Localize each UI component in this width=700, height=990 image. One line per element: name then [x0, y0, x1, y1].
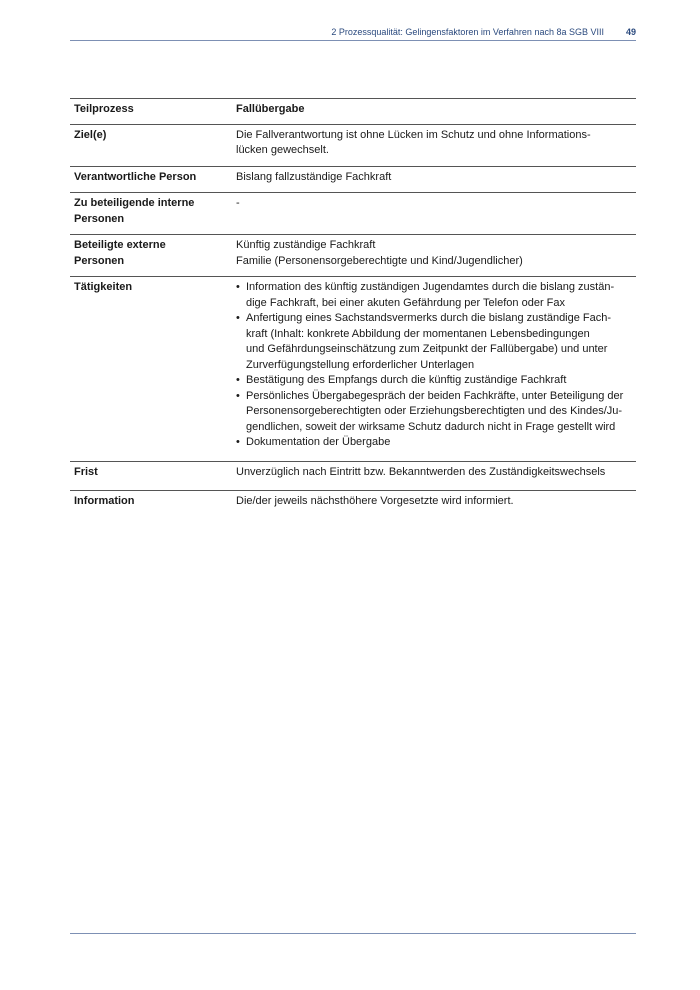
text-line: Bislang fallzuständige Fachkraft: [236, 170, 392, 183]
text-line: Die/der jeweils nächsthöhere Vorgesetzte wird informiert.: [236, 495, 514, 507]
text-line: lücken gewechselt.: [236, 144, 329, 156]
running-header: [70, 24, 636, 40]
list-item: [236, 280, 632, 311]
text-line: Unverzüglich nach Eintritt bzw. Bekanntwerden des Zuständigkeitswechsels: [236, 465, 606, 478]
text-line: • Persönliches Übergabegespräch der beiden Fachkräfte, unter Beteiligung der: [246, 389, 624, 402]
table-row-taetigkeiten: [70, 277, 636, 462]
table-row-externe-personen: [70, 235, 636, 277]
row-value: [232, 235, 636, 277]
header-label: Teilprozess: [70, 99, 232, 125]
text-line: -: [236, 197, 240, 209]
running-title: 2 Prozessqualität: Gelingensfaktoren im Verfahren nach 8a SGB VIII: [331, 27, 604, 37]
process-table: [70, 98, 636, 517]
text-line: Künftig zuständige Fachkraft: [236, 239, 376, 251]
row-value: [232, 277, 636, 462]
text-line: dige Fachkraft, bei einer akuten Gefährdung per Telefon oder Fax: [246, 296, 565, 309]
text-line: gendlichen, soweit der wirksame Schutz dadurch nicht in Frage gestellt wird: [246, 420, 616, 433]
list-item: [236, 373, 632, 389]
text-line: Familie (Personensorgeberechtigte und Kind/Jugendlicher): [236, 254, 523, 267]
row-label: Verantwortliche Person: [70, 166, 232, 193]
header-rule: [70, 40, 636, 41]
header-value: Fallübergabe: [232, 99, 636, 125]
table-row-verantwortliche-person: [70, 166, 636, 193]
list-item: [236, 389, 632, 436]
row-value: [232, 166, 636, 193]
text-line: • Dokumentation der Übergabe: [246, 436, 391, 448]
label-line: Beteiligte externe: [74, 239, 166, 251]
row-label: Frist: [70, 461, 232, 491]
label-line: Personen: [74, 254, 125, 267]
text-line: Zurverfügungstellung erforderlicher Unterlagen: [246, 358, 475, 371]
label-line: Zu beteiligende interne: [74, 197, 195, 209]
label-line: Personen: [74, 212, 125, 225]
text-line: • Anfertigung eines Sachstandsvermerks durch die bislang zuständige Fach-: [246, 312, 612, 324]
text-line: und Gefährdungseinschätzung zum Zeitpunkt der Fallübergabe) und unter: [246, 343, 608, 355]
activity-list: [236, 280, 632, 451]
table-row-information: [70, 491, 636, 517]
row-label: Information: [70, 491, 232, 517]
text-line: Personensorgeberechtigten oder Erziehungsberechtigten und des Kindes/Ju-: [246, 405, 623, 417]
text-line: • Bestätigung des Empfangs durch die künftig zuständige Fachkraft: [246, 374, 567, 386]
row-value: [232, 491, 636, 517]
table-header-row: [70, 99, 636, 125]
table-row-ziele: [70, 124, 636, 166]
list-item: [236, 311, 632, 373]
row-value: [232, 461, 636, 491]
row-label: Ziel(e): [70, 124, 232, 166]
footer-rule: [70, 933, 636, 934]
table-row-interne-personen: [70, 193, 636, 235]
page-number: 49: [625, 27, 636, 37]
row-label: [70, 235, 232, 277]
text-line: Die Fallverantwortung ist ohne Lücken im Schutz und ohne Informations-: [236, 128, 591, 141]
row-label: Tätigkeiten: [70, 277, 232, 462]
table-row-frist: [70, 461, 636, 491]
text-line: • Information des künftig zuständigen Jugendamtes durch die bislang zustän-: [246, 281, 615, 293]
list-item: [236, 435, 632, 451]
row-label: [70, 193, 232, 235]
row-value: [232, 124, 636, 166]
row-value: [232, 193, 636, 235]
text-line: kraft (Inhalt: konkrete Abbildung der momentanen Lebensbedingungen: [246, 327, 590, 340]
